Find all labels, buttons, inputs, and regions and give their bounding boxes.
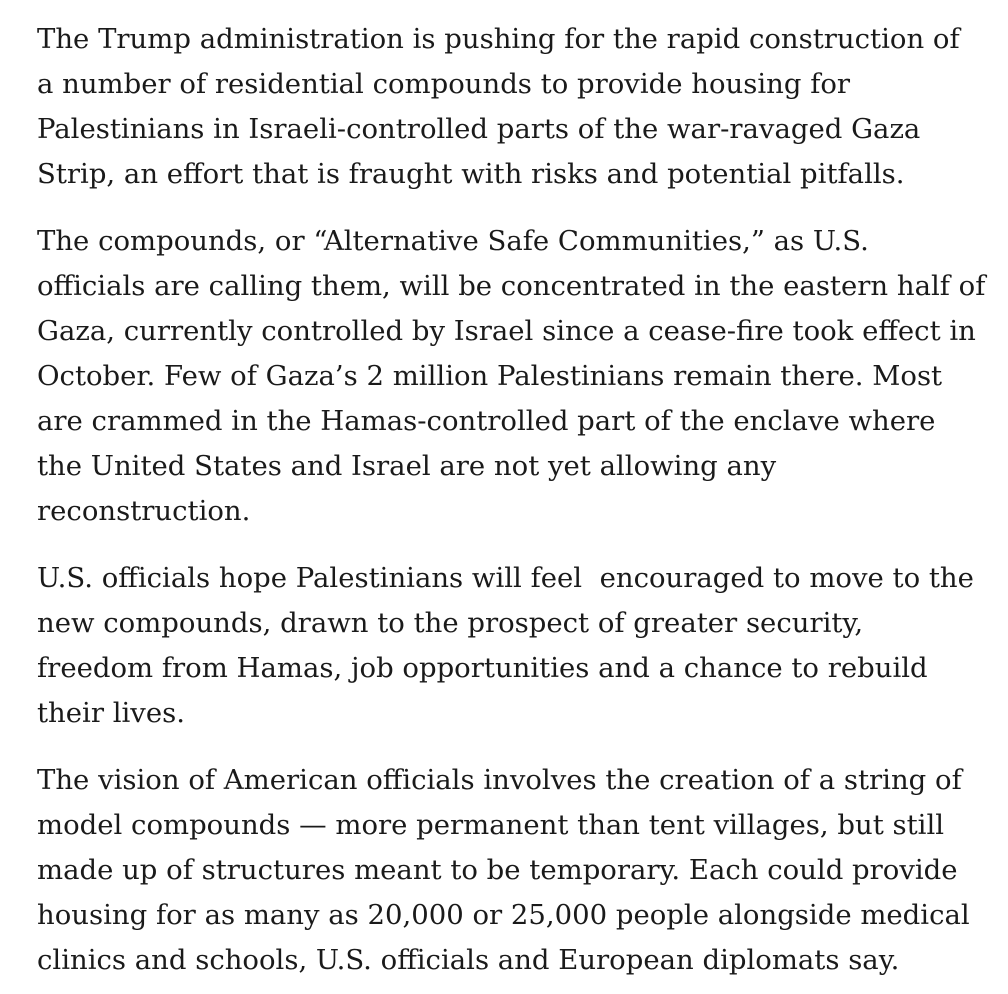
paragraph-line: freedom from Hamas, job opportunities and a chance to rebuild bbox=[37, 652, 928, 684]
paragraph-line: are crammed in the Hamas-controlled part of the enclave where bbox=[37, 405, 936, 437]
paragraph-line: U.S. officials hope Palestinians will feel encouraged to move to the bbox=[37, 562, 974, 594]
paragraph-line: Palestinians in Israeli-controlled parts of the war-ravaged Gaza bbox=[37, 113, 921, 145]
paragraph-line: model compounds — more permanent than tent villages, but still bbox=[37, 809, 945, 841]
paragraph-line: a number of residential compounds to provide housing for bbox=[37, 68, 851, 100]
paragraph-line: their lives. bbox=[37, 697, 185, 729]
paragraph-line: reconstruction. bbox=[37, 495, 251, 527]
paragraph-line: Strip, an effort that is fraught with risks and potential pitfalls. bbox=[37, 158, 905, 190]
article-paragraph bbox=[37, 219, 986, 534]
paragraph-line: new compounds, drawn to the prospect of greater security, bbox=[37, 607, 864, 639]
paragraph-line: housing for as many as 20,000 or 25,000 people alongside medical bbox=[37, 899, 970, 931]
paragraph-line: October. Few of Gaza’s 2 million Palestinians remain there. Most bbox=[37, 360, 943, 392]
paragraph-line: officials are calling them, will be concentrated in the eastern half of bbox=[37, 270, 986, 302]
article-body bbox=[37, 17, 986, 983]
article-paragraph bbox=[37, 556, 974, 736]
article-paragraph bbox=[37, 758, 970, 983]
paragraph-line: The compounds, or “Alternative Safe Communities,” as U.S. bbox=[37, 225, 869, 257]
paragraph-line: The Trump administration is pushing for the rapid construction of bbox=[37, 23, 960, 55]
paragraph-line: the United States and Israel are not yet allowing any bbox=[37, 450, 777, 482]
paragraph-line: made up of structures meant to be temporary. Each could provide bbox=[37, 854, 958, 886]
article-paragraph bbox=[37, 17, 960, 197]
paragraph-line: clinics and schools, U.S. officials and European diplomats say. bbox=[37, 944, 900, 976]
paragraph-line: The vision of American officials involves the creation of a string of bbox=[37, 764, 962, 796]
paragraph-line: Gaza, currently controlled by Israel since a cease-fire took effect in bbox=[37, 315, 976, 347]
